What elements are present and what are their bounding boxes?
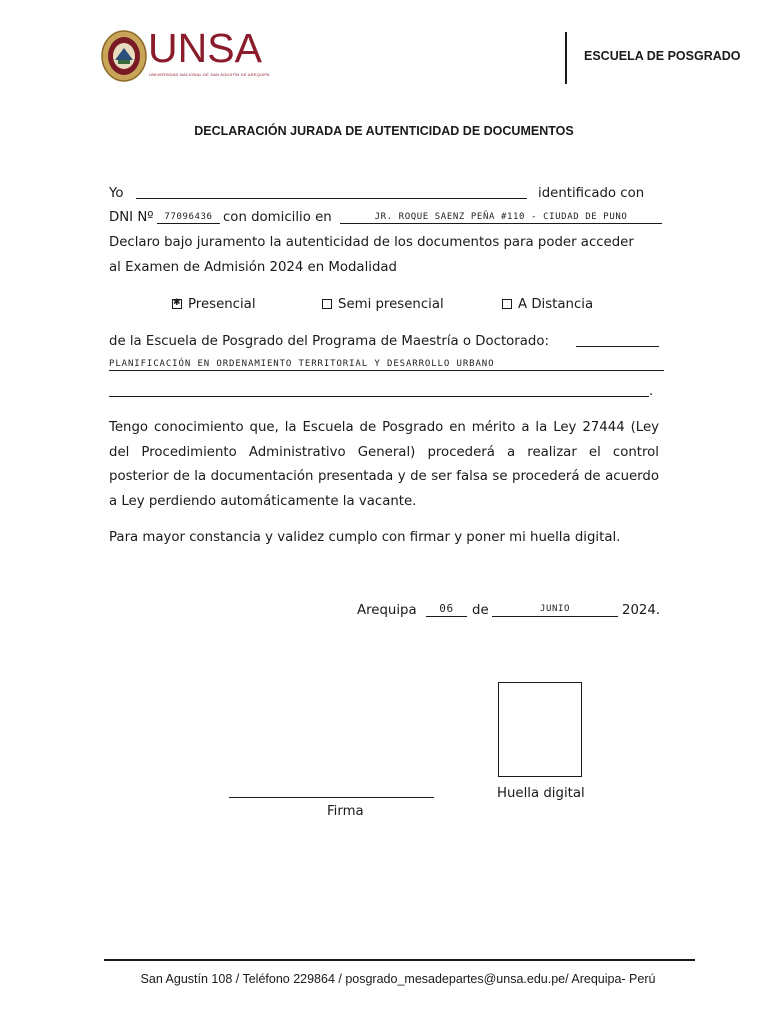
- dni-label: DNI Nº: [109, 210, 154, 225]
- date-de-label: de: [472, 603, 489, 618]
- name-field[interactable]: [136, 198, 527, 199]
- university-seal-icon: [101, 30, 147, 82]
- identificado-label: identificado con: [538, 186, 645, 201]
- yo-label: Yo: [109, 186, 124, 201]
- modalidad-presencial-label: Presencial: [188, 297, 256, 312]
- university-logo-subtitle: UNIVERSIDAD NACIONAL DE SAN AGUSTÍN DE AREQUIPA: [149, 72, 270, 77]
- signature-line[interactable]: [229, 797, 434, 798]
- modalidad-a-distancia[interactable]: [502, 296, 593, 314]
- header-divider: [565, 32, 567, 84]
- modalidad-semi-presencial-label: Semi presencial: [338, 297, 444, 312]
- programa-field-continuation[interactable]: [109, 396, 649, 397]
- date-day-field[interactable]: 06: [426, 602, 467, 617]
- huella-label: Huella digital: [497, 786, 585, 801]
- date-city: Arequipa: [357, 603, 417, 618]
- modalidad-a-distancia-label: A Distancia: [518, 297, 594, 312]
- firma-label: Firma: [327, 804, 364, 819]
- modalidad-semi-presencial[interactable]: [322, 296, 444, 314]
- declaro-line-1: Declaro bajo juramento la autenticidad de los documentos para poder acceder: [109, 235, 634, 250]
- checkbox-empty-icon[interactable]: [502, 299, 512, 309]
- footer-divider: [104, 959, 695, 961]
- programa-field[interactable]: PLANIFICACIÓN EN ORDENAMIENTO TERRITORIAL Y DESARROLLO URBANO: [109, 358, 664, 371]
- footer-contact: San Agustín 108 / Teléfono 229864 / posgrado_mesadepartes@unsa.edu.pe/ Arequipa- Perú: [140, 972, 656, 986]
- programa-field-start[interactable]: [576, 346, 659, 347]
- ley-paragraph: Tengo conocimiento que, la Escuela de Posgrado en mérito a la Ley 27444 (Ley del Procedimiento Administrativo General) procederá a realizar el control posterior de la documentación presentada y de ser falsa se procederá de acuerdo a Ley perdiendo automáticamente la vacante.: [109, 420, 659, 509]
- modalidad-presencial[interactable]: [172, 296, 256, 314]
- checkbox-checked-icon[interactable]: [172, 299, 182, 309]
- constancia-paragraph: Para mayor constancia y validez cumplo con firmar y poner mi huella digital.: [109, 530, 621, 545]
- programa-label: de la Escuela de Posgrado del Programa de Maestría o Doctorado:: [109, 334, 549, 349]
- fingerprint-box[interactable]: [498, 682, 582, 777]
- date-month-field[interactable]: JUNIO: [492, 603, 618, 617]
- dni-field[interactable]: 77096436: [157, 211, 220, 224]
- domicilio-field[interactable]: JR. ROQUE SAENZ PEÑA #110 - CIUDAD DE PUNO: [340, 211, 662, 224]
- document-title: DECLARACIÓN JURADA DE AUTENTICIDAD DE DOCUMENTOS: [194, 124, 574, 138]
- domicilio-label: con domicilio en: [223, 210, 332, 225]
- university-logo-text: UNSA: [148, 25, 262, 71]
- school-name: ESCUELA DE POSGRADO: [584, 49, 741, 63]
- checkbox-empty-icon[interactable]: [322, 299, 332, 309]
- declaro-line-2: al Examen de Admisión 2024 en Modalidad: [109, 260, 397, 275]
- programa-period: .: [649, 384, 654, 399]
- date-year: 2024.: [622, 603, 661, 618]
